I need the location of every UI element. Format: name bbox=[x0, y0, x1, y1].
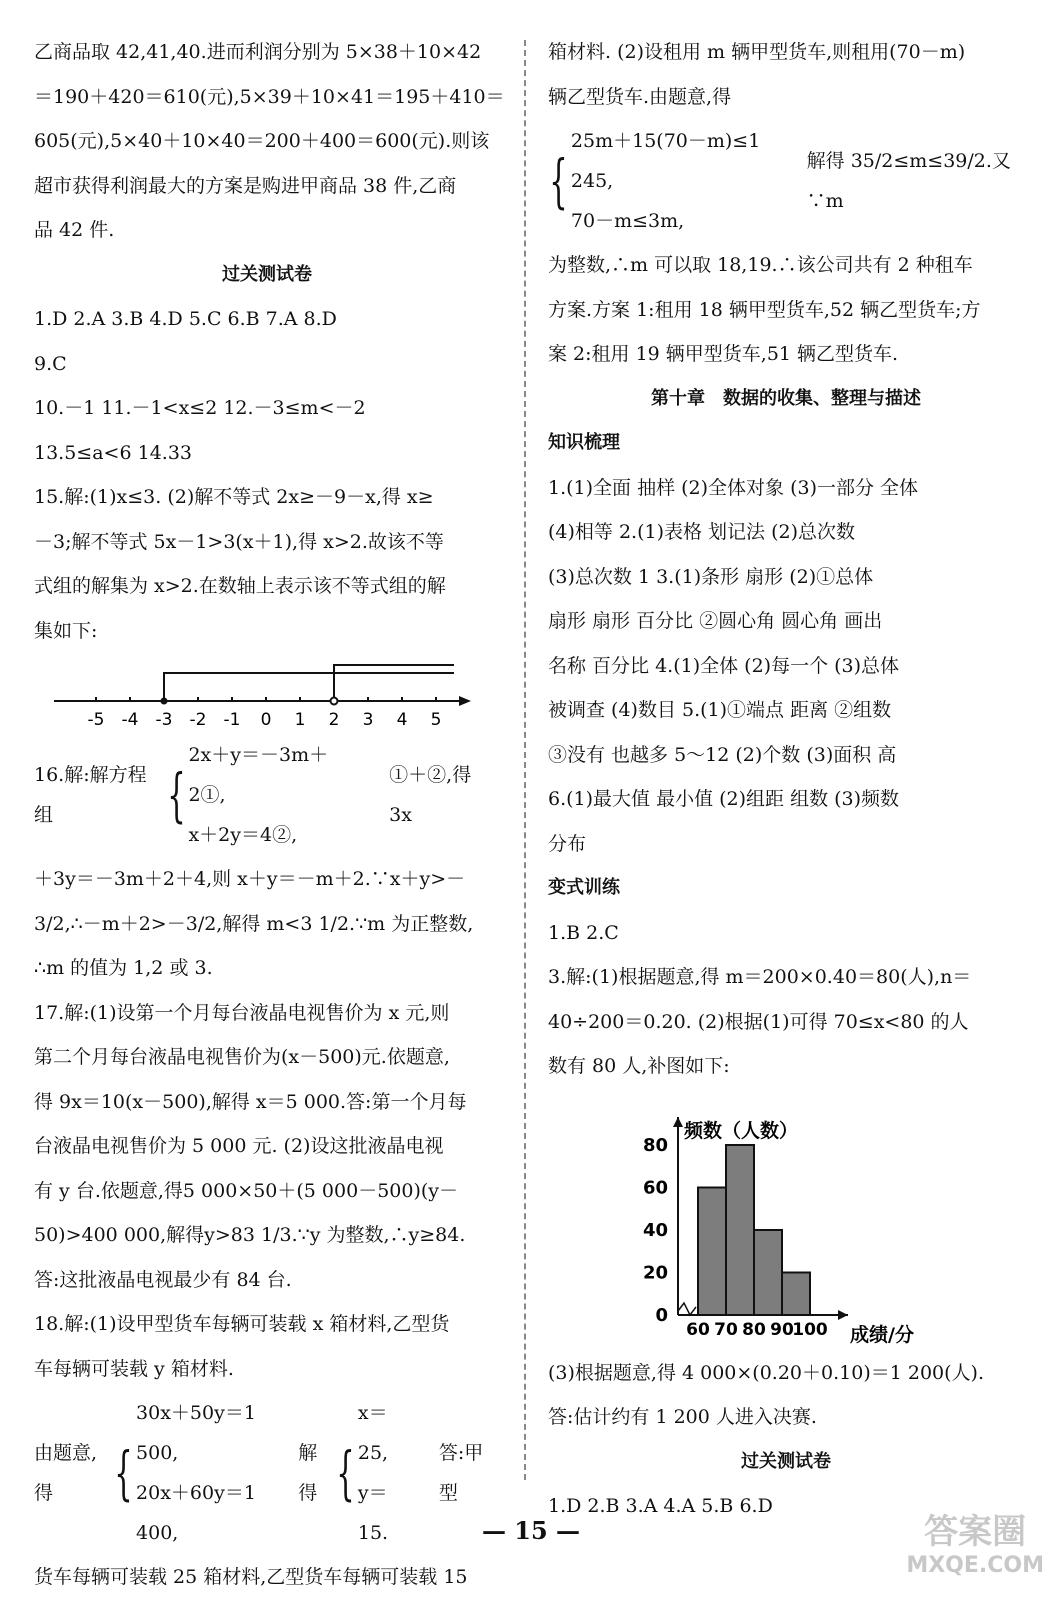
y-tick-label: 40 bbox=[642, 1219, 668, 1241]
y-axis-arrow-icon bbox=[673, 1117, 683, 1127]
text-line: 6.(1)最大值 最小值 (2)组距 组数 (3)频数 bbox=[548, 788, 900, 810]
left-text-block-a bbox=[34, 30, 505, 253]
text-line: 案 2:租用 19 辆甲型货车,51 辆乙型货车. bbox=[548, 343, 899, 365]
q18-eq1: 30x＋50y＝1 500, bbox=[136, 1402, 256, 1464]
q18-tail: 答:甲型 bbox=[438, 1442, 484, 1504]
open-point-marker bbox=[331, 698, 338, 705]
section-heading: 过关测试卷 bbox=[222, 263, 312, 285]
tick-label: -3 bbox=[155, 710, 173, 729]
subsection-heading: 变式训练 bbox=[548, 877, 620, 898]
closed-point-marker bbox=[161, 698, 168, 705]
tick-label: 5 bbox=[430, 710, 442, 729]
q16-eq2: x＋2y＝4②, bbox=[188, 824, 298, 846]
solution-bracket bbox=[164, 673, 454, 701]
right-text-block-b bbox=[548, 243, 1024, 377]
text-line: ＝190＋420＝610(元),5×39＋10×41＝195＋410＝ bbox=[34, 85, 505, 108]
q18-mid: 解得 bbox=[298, 1442, 318, 1504]
watermark-url: MXQE.COM bbox=[906, 1553, 1044, 1578]
left-text-block-c bbox=[34, 857, 500, 1391]
column-divider bbox=[524, 40, 526, 1480]
text-line: (4)相等 2.(1)表格 划记法 (2)总次数 bbox=[548, 521, 855, 543]
x-tick-label: 80 bbox=[742, 1319, 766, 1340]
y-tick-label: 0 bbox=[655, 1304, 668, 1326]
q16-tail: ①＋②,得 3x bbox=[389, 764, 472, 826]
text-line: 40÷200＝0.20. (2)根据(1)可得 70≤x<80 的人 bbox=[548, 1010, 969, 1033]
q18-lead: 由题意,得 bbox=[34, 1442, 98, 1504]
histogram-chart bbox=[548, 1095, 1024, 1345]
left-brace: { bbox=[114, 1439, 133, 1507]
text-line: 乙商品取 42,41,40.进而利润分别为 5×38＋10×42 bbox=[34, 41, 482, 63]
q18-eq2: 20x＋60y＝1 400, bbox=[136, 1482, 256, 1544]
text-line: 答:估计约有 1 200 人进入决赛. bbox=[548, 1406, 817, 1428]
text-line: 605(元),5×40＋10×40＝200＋400＝600(元).则该 bbox=[34, 130, 490, 152]
text-line: 第二个月每台液晶电视售价为(x－500)元.依题意, bbox=[34, 1046, 450, 1068]
x-axis-arrow-icon bbox=[838, 1310, 848, 1320]
q18-sol1: x＝25, bbox=[357, 1402, 389, 1464]
text-line: 有 y 台.依题意,得5 000×50＋(5 000－500)(y－ bbox=[34, 1179, 459, 1202]
text-line: 品 42 件. bbox=[34, 219, 115, 241]
tick-label: 1 bbox=[294, 710, 306, 729]
text-line: 50)>400 000,解得y>83 1/3.∵y 为整数,∴y≥84. bbox=[34, 1224, 466, 1246]
watermark-logo bbox=[906, 1512, 1044, 1580]
q16-eq1: 2x＋y＝－3m＋2①, bbox=[188, 744, 329, 806]
x-tick-label: 90 bbox=[770, 1319, 794, 1340]
y-tick-label: 20 bbox=[642, 1262, 668, 1283]
text-line: 1.D 2.A 3.B 4.D 5.C 6.B 7.A 8.D bbox=[34, 308, 337, 330]
text-line: ∴m 的值为 1,2 或 3. bbox=[34, 957, 213, 979]
watermark-text: 答案圈 bbox=[924, 1512, 1027, 1552]
left-brace: { bbox=[166, 761, 186, 829]
right-column bbox=[548, 30, 1024, 1529]
x-tick-label: 100 bbox=[792, 1319, 828, 1340]
text-line: 车每辆可装载 y 箱材料. bbox=[34, 1357, 234, 1380]
x-tick-label: 70 bbox=[714, 1319, 738, 1340]
ineq1: 25m＋15(70－m)≤1 245, bbox=[570, 130, 761, 192]
text-line: 15.解:(1)x≤3. (2)解不等式 2x≥－9－x,得 x≥ bbox=[34, 486, 434, 508]
inequality-system bbox=[548, 121, 1024, 241]
q16-equation-system bbox=[34, 735, 500, 855]
text-line: ③没有 也越多 5～12 (2)个数 (3)面积 高 bbox=[548, 743, 897, 766]
x-tick-label: 60 bbox=[686, 1319, 710, 1340]
subsection-heading: 知识梳理 bbox=[548, 432, 620, 453]
text-line: 10.－1 11.－1<x≤2 12.－3≤m<－2 bbox=[34, 397, 366, 419]
ineq2: 70－m≤3m, bbox=[570, 210, 685, 232]
text-line: (3)总次数 1 3.(1)条形 扇形 (2)①总体 bbox=[548, 565, 874, 588]
axis-arrow-icon bbox=[459, 696, 471, 706]
text-line: 方案.方案 1:租用 18 辆甲型货车,52 辆乙型货车;方 bbox=[548, 298, 981, 321]
left-brace: { bbox=[336, 1439, 355, 1507]
chapter-heading: 第十章 数据的收集、整理与描述 bbox=[651, 387, 921, 409]
text-line: －3;解不等式 5x－1>3(x＋1),得 x>2.故该不等 bbox=[34, 530, 444, 553]
text-line: 辆乙型货车.由题意,得 bbox=[548, 85, 732, 108]
text-line: 3.解:(1)根据题意,得 m＝200×0.40＝80(人),n＝ bbox=[548, 966, 972, 988]
histogram-bar bbox=[782, 1272, 810, 1315]
text-line: 1.D 2.B 3.A 4.A 5.B 6.D bbox=[548, 1495, 773, 1517]
text-line: 9.C bbox=[34, 352, 67, 375]
right-text-block-d bbox=[548, 911, 1024, 1089]
text-line: (3)根据题意,得 4 000×(0.20＋0.10)＝1 200(人). bbox=[548, 1361, 984, 1384]
x-axis-title: 成绩/分 bbox=[850, 1323, 914, 1345]
tick-label: -1 bbox=[223, 710, 241, 729]
y-tick-label: 80 bbox=[642, 1134, 668, 1156]
text-line: 分布 bbox=[548, 832, 587, 855]
histogram-bar bbox=[754, 1230, 782, 1315]
solution-bracket bbox=[334, 665, 454, 701]
left-text-block-b bbox=[34, 297, 500, 653]
histogram-bar bbox=[726, 1145, 754, 1315]
text-line: 式组的解集为 x>2.在数轴上表示该不等式组的解 bbox=[34, 575, 446, 597]
text-line: ＋3y＝－3m＋2＋4,则 x＋y＝－m＋2.∵x＋y>－ bbox=[34, 868, 466, 890]
text-line: 为整数,∴m 可以取 18,19.∴该公司共有 2 种租车 bbox=[548, 254, 973, 276]
tick-label: 4 bbox=[396, 710, 408, 729]
text-line: 17.解:(1)设第一个月每台液晶电视售价为 x 元,则 bbox=[34, 1001, 450, 1024]
text-line: 3/2,∴－m＋2>－3/2,解得 m<3 1/2.∵m 为正整数, bbox=[34, 912, 474, 935]
tick-label: 2 bbox=[328, 710, 340, 729]
ineq-tail: 解得 35/2≤m≤39/2.又∵m bbox=[806, 150, 1011, 212]
tick-label: 3 bbox=[362, 710, 374, 729]
text-line: 答:这批液晶电视最少有 84 台. bbox=[34, 1268, 292, 1291]
tick-label: -2 bbox=[189, 710, 207, 729]
q18-sol2: y＝15. bbox=[357, 1482, 389, 1544]
left-column bbox=[34, 30, 505, 1600]
text-line: 超市获得利润最大的方案是购进甲商品 38 件,乙商 bbox=[34, 174, 457, 197]
text-line: 13.5≤a<6 14.33 bbox=[34, 441, 192, 464]
right-text-block-c bbox=[548, 466, 1024, 867]
page-number: — 15 — bbox=[481, 1516, 581, 1545]
text-line: 台液晶电视售价为 5 000 元. (2)设这批液晶电视 bbox=[34, 1135, 444, 1157]
axis-break-icon bbox=[678, 1303, 696, 1315]
left-text-block-d bbox=[34, 1555, 500, 1600]
text-line: 18.解:(1)设甲型货车每辆可装载 x 箱材料,乙型货 bbox=[34, 1313, 450, 1335]
text-line: 得 9x＝10(x－500),解得 x＝5 000.答:第一个月每 bbox=[34, 1090, 467, 1113]
y-axis-title: 频数（人数） bbox=[684, 1119, 799, 1142]
number-line-figure bbox=[34, 659, 474, 729]
right-text-block-a bbox=[548, 30, 1024, 119]
text-line: 扇形 扇形 百分比 ②圆心角 圆心角 画出 bbox=[548, 610, 883, 632]
histogram-bar bbox=[698, 1187, 726, 1315]
text-line: 箱材料. (2)设租用 m 辆甲型货车,则租用(70－m) bbox=[548, 41, 966, 63]
text-line: 货车每辆可装载 25 箱材料,乙型货车每辆可装载 15 bbox=[34, 1566, 468, 1588]
q16-lead: 16.解:解方程组 bbox=[34, 764, 147, 826]
text-line: 集如下: bbox=[34, 619, 98, 642]
text-line: 名称 百分比 4.(1)全体 (2)每一个 (3)总体 bbox=[548, 654, 900, 677]
left-brace: { bbox=[549, 147, 568, 215]
tick-label: 0 bbox=[260, 710, 272, 729]
text-line: 数有 80 人,补图如下: bbox=[548, 1055, 730, 1077]
text-line: 被调查 (4)数目 5.(1)①端点 距离 ②组数 bbox=[548, 699, 892, 721]
section-heading: 过关测试卷 bbox=[741, 1450, 831, 1472]
tick-label: -4 bbox=[121, 710, 139, 729]
y-tick-label: 60 bbox=[642, 1177, 668, 1198]
text-line: 1.B 2.C bbox=[548, 921, 619, 944]
tick-label: -5 bbox=[87, 710, 105, 729]
right-text-block-e bbox=[548, 1351, 1024, 1440]
text-line: 1.(1)全面 抽样 (2)全体对象 (3)一部分 全体 bbox=[548, 476, 919, 499]
